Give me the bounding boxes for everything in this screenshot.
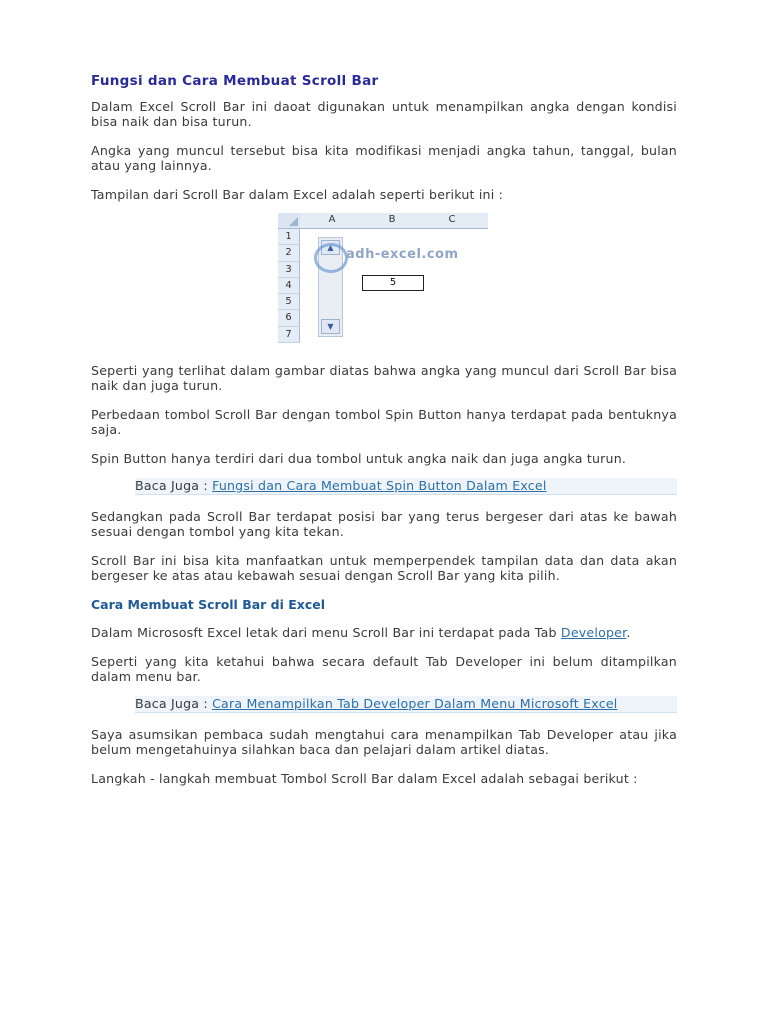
paragraph-8: Scroll Bar ini bisa kita manfaatkan untuk memperpendek tampilan data dan data akan bergeser ke atas atau kebawah sesuai dengan Scroll Bar yang kita pilih. (91, 553, 677, 583)
read-also-box-2 (135, 696, 677, 713)
row-header: 3 (278, 262, 300, 278)
paragraph-3: Tampilan dari Scroll Bar dalam Excel adalah seperti berikut ini : (91, 187, 504, 202)
read-also-label: Baca Juga : (135, 696, 213, 711)
scroll-up-icon[interactable]: ▲ (321, 240, 340, 255)
paragraph-4: Seperti yang terlihat dalam gambar diatas bahwa angka yang muncul dari Scroll Bar bisa naik dan juga turun. (91, 363, 677, 393)
scroll-down-icon[interactable]: ▼ (321, 319, 340, 334)
linked-cell-b4: 5 (362, 275, 424, 291)
read-also-label: Baca Juga : (135, 478, 213, 493)
column-header-a: A (328, 214, 336, 225)
paragraph-11: Saya asumsikan pembaca sudah mengtahui cara menampilkan Tab Developer atau jika belum mengetahuinya silahkan baca dan pelajari dalam artikel diatas. (91, 727, 677, 757)
paragraph-9-text: Dalam Micrososft Excel letak dari menu Scroll Bar ini terdapat pada Tab (91, 625, 561, 640)
row-header: 6 (278, 310, 300, 326)
paragraph-7: Sedangkan pada Scroll Bar terdapat posisi bar yang terus bergeser dari atas ke bawah sesuai dengan tombol yang kita tekan. (91, 509, 677, 539)
paragraph-5: Perbedaan tombol Scroll Bar dengan tombol Spin Button hanya terdapat pada bentuknya saja. (91, 407, 677, 437)
read-also-box-1 (135, 478, 677, 495)
article-body (91, 73, 677, 800)
watermark-logo-icon (314, 243, 348, 273)
watermark-text: adh-excel.com (346, 247, 459, 262)
developer-link[interactable]: Developer (560, 625, 627, 640)
select-all-corner (278, 213, 300, 228)
paragraph-6: Spin Button hanya terdiri dari dua tombol untuk angka naik dan juga angka turun. (91, 451, 627, 466)
read-also-link-developer-tab[interactable]: Cara Menampilkan Tab Developer Dalam Menu Microsoft Excel (212, 696, 618, 711)
column-header-row (278, 213, 488, 229)
paragraph-1: Dalam Excel Scroll Bar ini daoat digunakan untuk menampilkan angka dengan kondisi bisa naik dan bisa turun. (91, 99, 677, 129)
section-heading: Cara Membuat Scroll Bar di Excel (91, 597, 326, 612)
column-header-b: B (388, 214, 396, 225)
row-header: 1 (278, 229, 300, 245)
article-title: Fungsi dan Cara Membuat Scroll Bar (91, 73, 379, 89)
row-header: 2 (278, 245, 300, 261)
row-header: 5 (278, 294, 300, 310)
read-also-link-spin-button[interactable]: Fungsi dan Cara Membuat Spin Button Dalam Excel (212, 478, 547, 493)
paragraph-2: Angka yang muncul tersebut bisa kita modifikasi menjadi angka tahun, tanggal, bulan atau yang lainnya. (91, 143, 677, 173)
paragraph-9 (91, 625, 677, 640)
paragraph-10: Seperti yang kita ketahui bahwa secara default Tab Developer ini belum ditampilkan dalam menu bar. (91, 654, 677, 684)
row-header: 4 (278, 278, 300, 294)
row-header: 7 (278, 327, 300, 343)
row-headers (278, 229, 300, 343)
paragraph-12: Langkah - langkah membuat Tombol Scroll Bar dalam Excel adalah sebagai berikut : (91, 771, 638, 786)
excel-scrollbar-illustration (278, 213, 488, 343)
column-header-c: C (448, 214, 456, 225)
paragraph-9-end: . (626, 625, 631, 640)
